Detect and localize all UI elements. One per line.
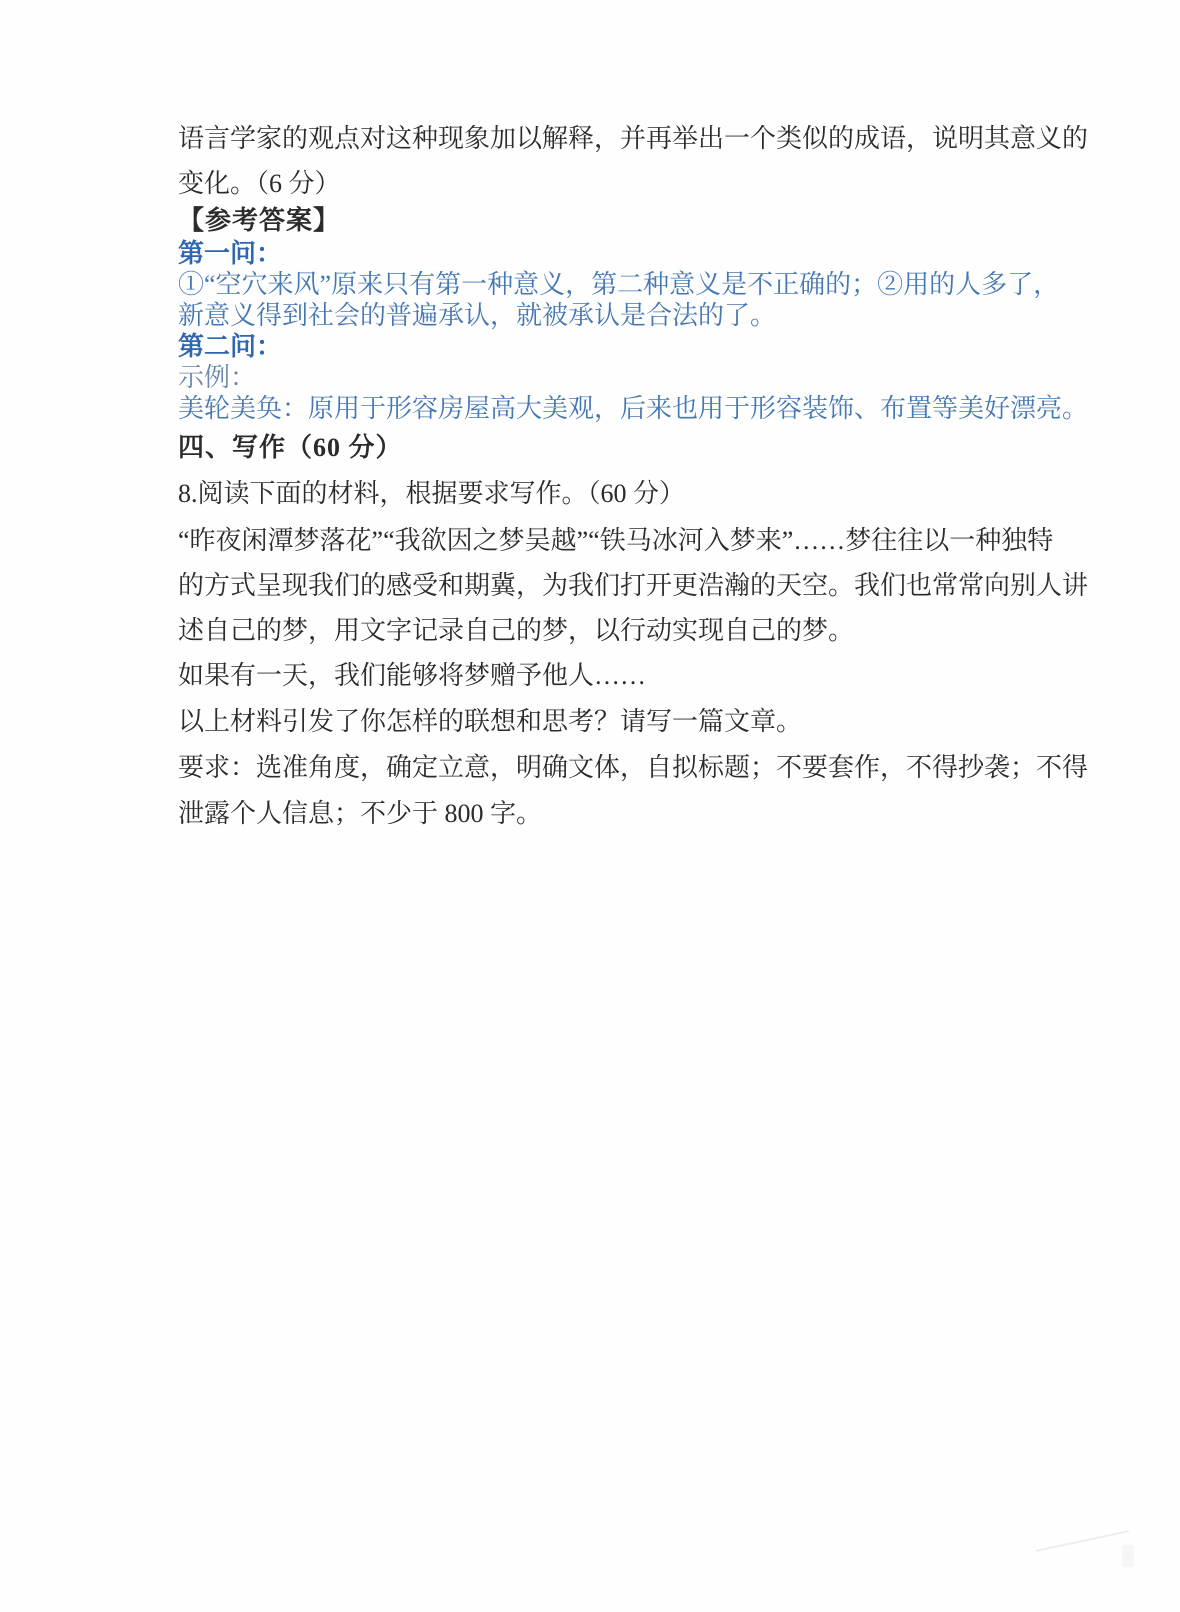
scan-artifact-scratch	[1036, 1530, 1129, 1552]
answer-second-question-label: 第二问：	[178, 332, 283, 361]
answer-first-question-label: 第一问：	[178, 239, 283, 268]
answer-first-question-line-1: ①“空穴来风”原来只有第一种意义，第二种意义是不正确的；②用的人多了，	[178, 270, 1060, 299]
writing-material-gift-line: 如果有一天，我们能够将梦赠予他人……	[178, 661, 647, 690]
writing-material-line-3: 述自己的梦，用文字记录自己的梦，以行动实现自己的梦。	[178, 616, 855, 645]
question-stem-line-2: 变化。（6 分）	[178, 169, 341, 198]
writing-requirements-line-2: 泄露个人信息；不少于 800 字。	[178, 799, 543, 828]
answer-example-label: 示例：	[178, 363, 257, 392]
question-stem-line-1: 语言学家的观点对这种现象加以解释，并再举出一个类似的成语，说明其意义的	[178, 124, 1089, 153]
writing-requirements-line-1: 要求：选准角度，确定立意，明确文体，自拟标题；不要套作，不得抄袭；不得	[178, 753, 1089, 782]
writing-material-line-2: 的方式呈现我们的感受和期冀，为我们打开更浩瀚的天空。我们也常常向别人讲	[178, 571, 1089, 600]
writing-material-line-1: “昨夜闲潭梦落花”“我欲因之梦吴越”“铁马冰河入梦来”……梦往往以一种独特	[178, 526, 1054, 555]
writing-prompt: 8.阅读下面的材料，根据要求写作。（60 分）	[178, 479, 686, 508]
scan-artifact-smudge	[1122, 1545, 1134, 1567]
answer-first-question-line-2: 新意义得到社会的普遍承认，就被承认是合法的了。	[178, 301, 777, 330]
writing-material-paragraph	[178, 518, 1088, 653]
writing-requirements	[178, 745, 1088, 837]
writing-section-header: 四、写作（60 分）	[178, 433, 403, 462]
reference-answer-block	[178, 238, 1088, 424]
question-stem	[178, 116, 1088, 206]
writing-material-think-line: 以上材料引发了你怎样的联想和思考？请写一篇文章。	[178, 707, 803, 736]
answer-example-text: 美轮美奂：原用于形容房屋高大美观，后来也用于形容装饰、布置等美好漂亮。	[178, 394, 1089, 423]
reference-answer-header: 【参考答案】	[178, 206, 341, 235]
